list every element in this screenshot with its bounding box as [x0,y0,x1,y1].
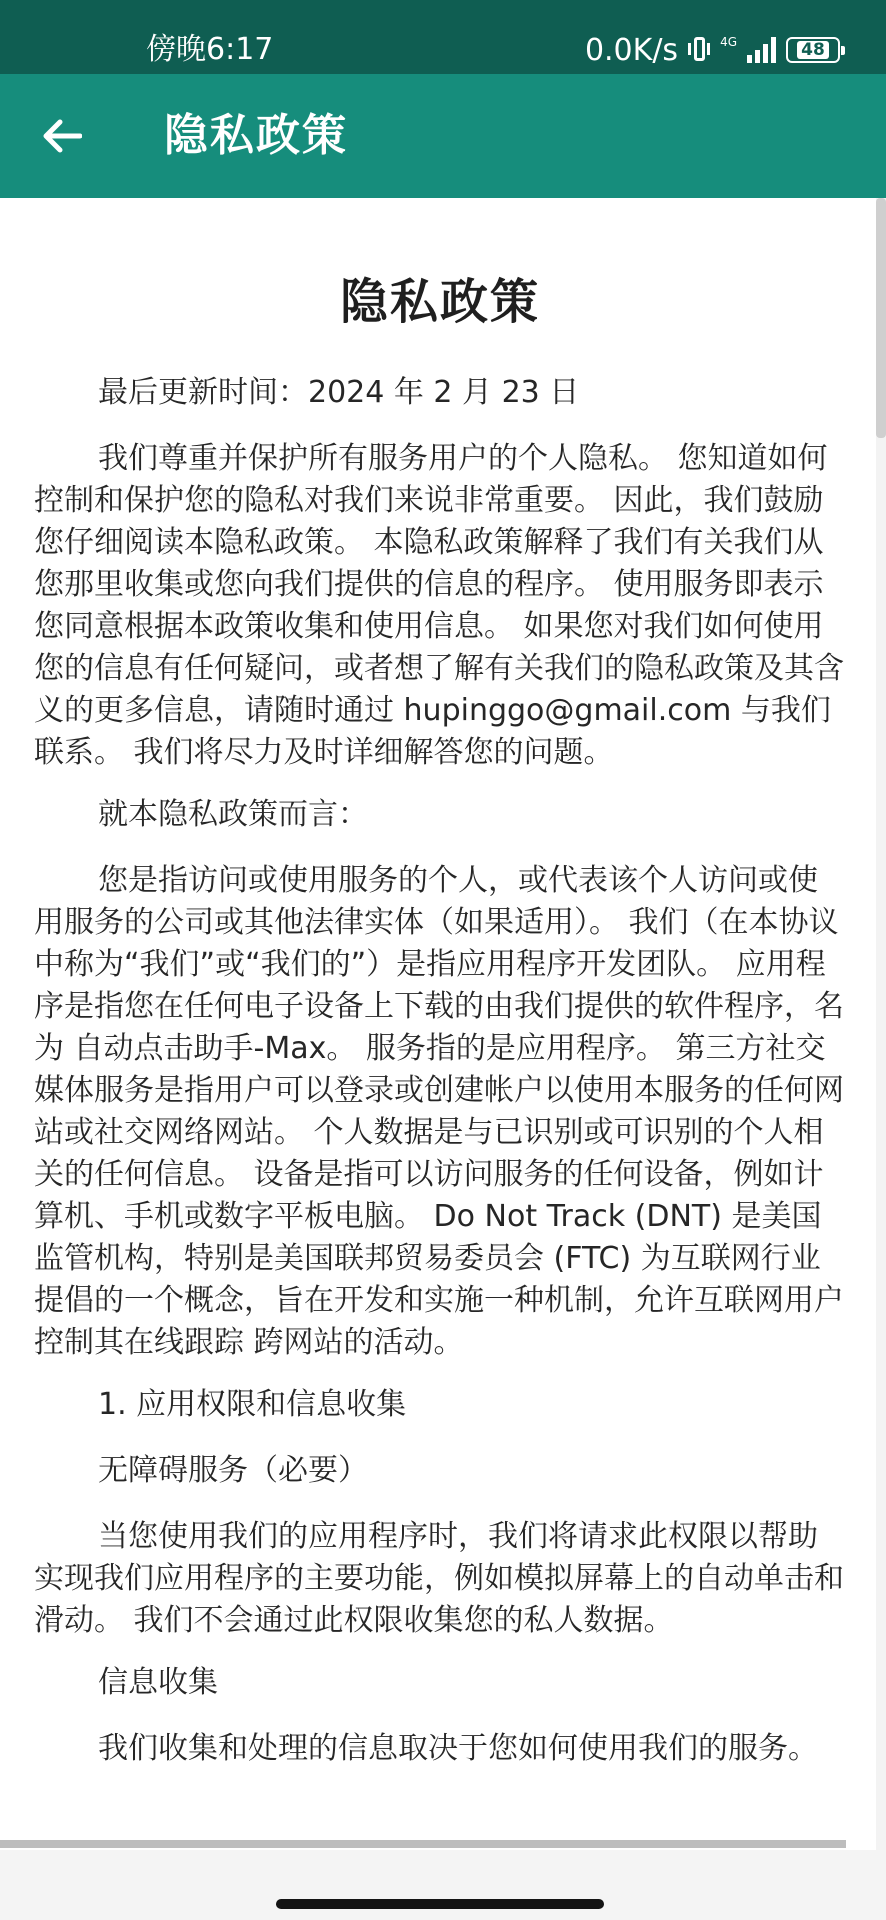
home-indicator[interactable] [276,1899,604,1909]
app-title: 隐私政策 [164,110,348,161]
network-type: 4G [720,35,737,49]
battery-icon [786,37,840,63]
status-bar [0,0,886,74]
app-bar [0,74,886,198]
definitions-heading: 就本隐私政策而言： [98,797,368,832]
document-title: 隐私政策 [339,274,540,330]
navigation-bar [0,1850,886,1920]
scrollbar-thumb[interactable] [876,198,886,438]
status-right [585,30,840,70]
horizontal-scrollbar[interactable] [0,1840,846,1848]
arrow-left-icon [42,118,82,154]
privacy-policy-content[interactable] [0,198,886,1850]
vibrate-icon [688,35,710,65]
accessibility-heading: 无障碍服务（必要） [98,1453,368,1488]
last-updated: 最后更新时间：2024 年 2 月 23 日 [98,375,580,410]
battery-level: 48 [797,41,829,59]
info-collection-heading: 信息收集 [98,1665,218,1700]
document [34,274,846,1790]
signal-icon [747,37,776,63]
section-heading: 1. 应用权限和信息收集 [98,1387,407,1422]
definitions-paragraph: 您是指访问或使用服务的个人，或代表该个人访问或使用服务的公司或其他法律实体（如果适用）。 我们（在本协议中称为“我们”或“我们的”）是指应用程序开发团队。 应用程序是指您在任何电子设备上下载的由我们提供的软件程序，名为 自动点击助手-Max。 服务指的是应用程序。 第三方社交媒体服务是指用户可以登录或创建帐户以使用本服务的任何网站或社交网络网站。 个人数据是与已识别或可识别的个人相关的任何信息。 设备是指可以访问服务的任何设备，例如计算机、手机或数字平板电脑。 Do Not Track (DNT) 是美国监管机构，特别是美国联邦贸易委员会 (FTC) 为互联网行业提倡的一个概念，旨在开发和实施一种机制，允许互联网用户控制其在线跟踪 跨网站的活动。 [34,863,844,1360]
info-collection-paragraph: 我们收集和处理的信息取决于您如何使用我们的服务。 [98,1731,818,1766]
intro-paragraph: 我们尊重并保护所有服务用户的个人隐私。 您知道如何控制和保护您的隐私对我们来说非常重要。 因此，我们鼓励您仔细阅读本隐私政策。 本隐私政策解释了我们有关我们从您那里收集或您向我们提供的信息的程序。 使用服务即表示您同意根据本政策收集和使用信息。 如果您对我们如何使用您的信息有任何疑问，或者想了解有关我们的隐私政策及其含义的更多信息，请随时通过 hupinggo@gmail.com 与我们联系。 我们将尽力及时详细解答您的问题。 [34,441,844,770]
accessibility-paragraph: 当您使用我们的应用程序时，我们将请求此权限以帮助实现我们应用程序的主要功能，例如模拟屏幕上的自动单击和滑动。 我们不会通过此权限收集您的私人数据。 [34,1519,844,1638]
status-time: 傍晚6:17 [146,32,274,67]
vertical-scrollbar[interactable] [876,198,886,1850]
network-speed: 0.0K/s [584,32,679,68]
back-button[interactable] [36,110,88,162]
